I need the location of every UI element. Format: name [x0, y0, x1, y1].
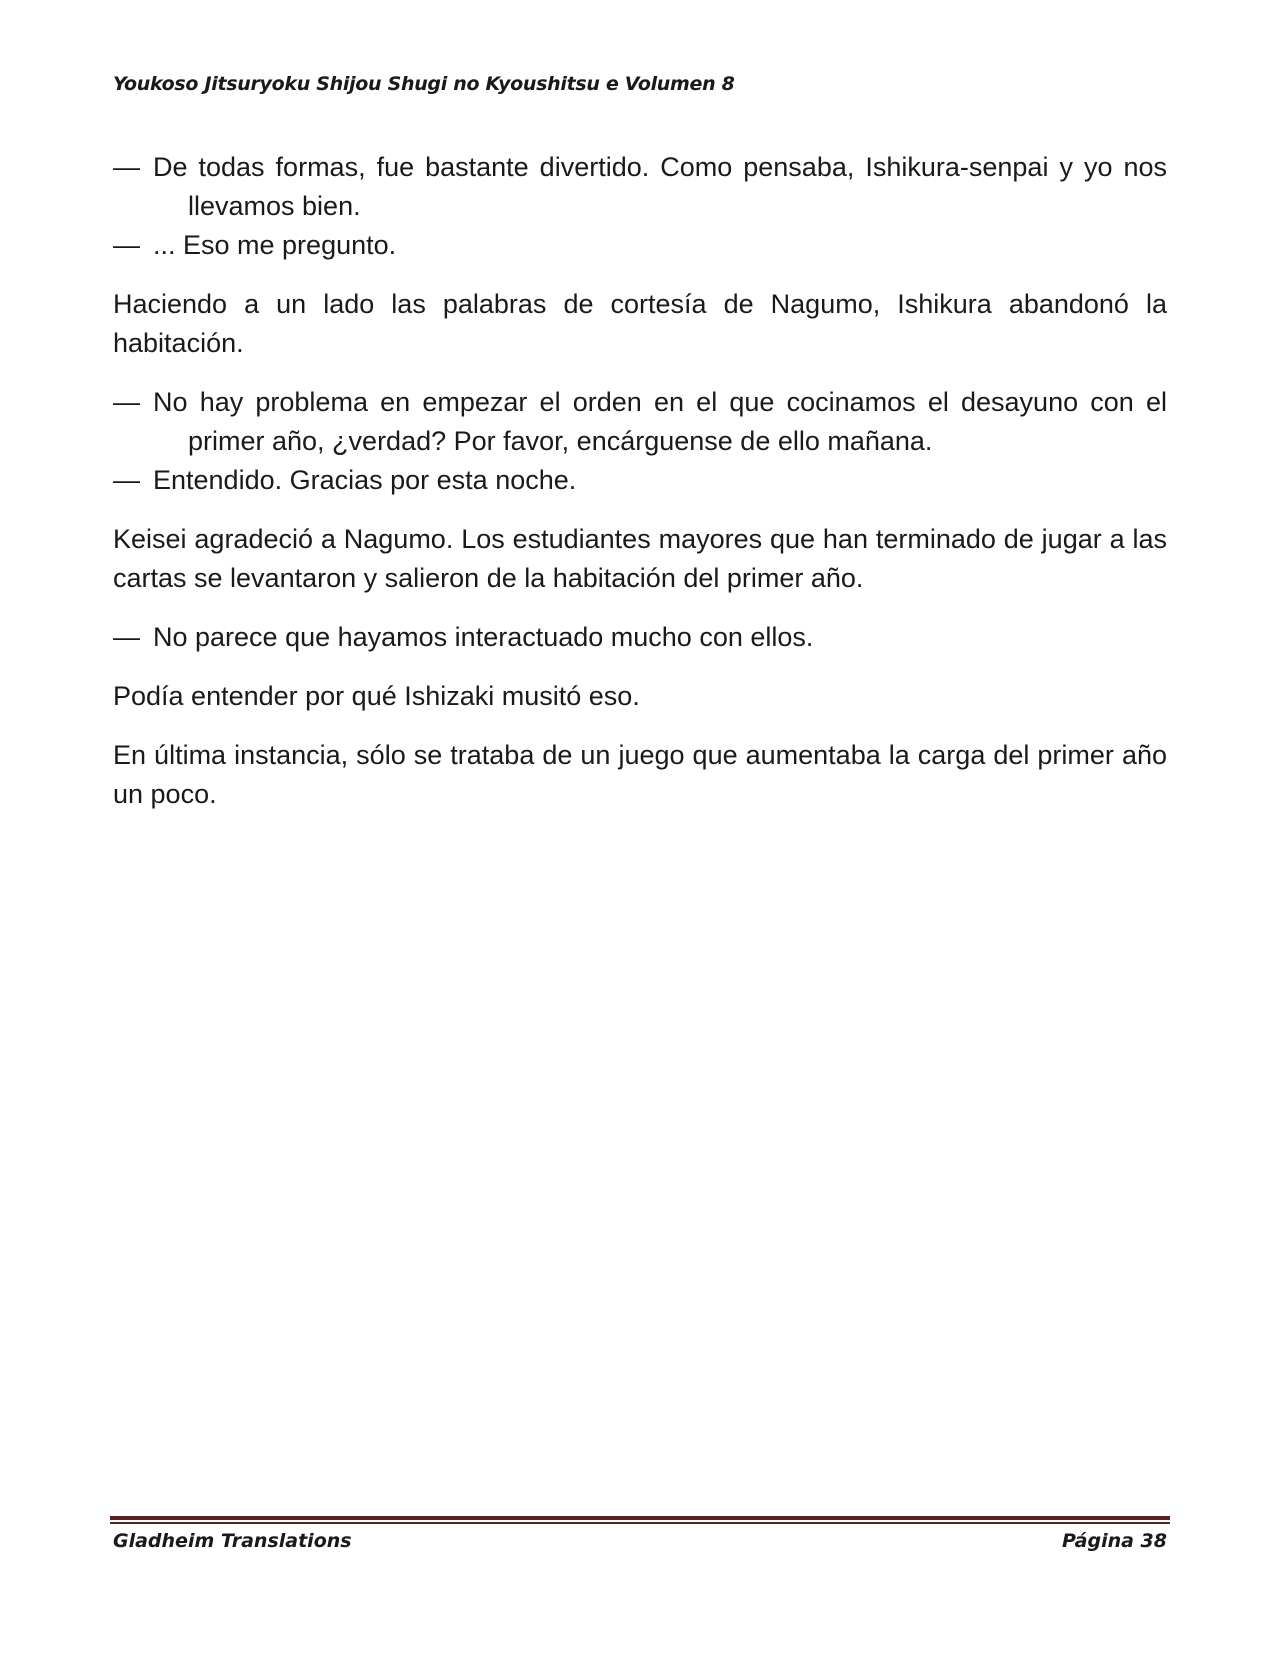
footer-credit: Gladheim Translations — [113, 1530, 352, 1552]
em-dash: — — [113, 230, 140, 260]
dialogue-line — [113, 226, 1167, 265]
footer-rule-thick — [110, 1516, 1170, 1520]
dialogue-text: De todas formas, fue bastante divertido. Como pensaba, Ishikura-senpai y yo nos llevamos bien. — [153, 152, 1167, 221]
page-number: Página 38 — [1061, 1530, 1167, 1552]
dialogue-text: No parece que hayamos interactuado mucho con ellos. — [153, 622, 814, 652]
dialogue-block — [113, 618, 1167, 657]
dialogue-text: ... Eso me pregunto. — [153, 230, 397, 260]
em-dash: — — [113, 387, 140, 417]
narration-paragraph: Podía entender por qué Ishizaki musitó eso. — [113, 681, 640, 711]
footer-divider — [110, 1516, 1170, 1524]
dialogue-text: Entendido. Gracias por esta noche. — [153, 465, 577, 495]
dialogue-line — [113, 618, 1167, 657]
dialogue-text: No hay problema en empezar el orden en el que cocinamos el desayuno con el primer año, ¿verdad? Por favor, encárguense de ello mañana. — [153, 387, 1167, 456]
page-header-title: Youkoso Jitsuryoku Shijou Shugi no Kyoushitsu e Volumen 8 — [113, 73, 735, 95]
narration-paragraph: Haciendo a un lado las palabras de cortesía de Nagumo, Ishikura abandonó la habitación. — [113, 289, 1167, 358]
dialogue-block — [113, 148, 1167, 265]
em-dash: — — [113, 622, 140, 652]
dialogue-line — [113, 461, 1167, 500]
narration-paragraph: Keisei agradeció a Nagumo. Los estudiantes mayores que han terminado de jugar a las cartas se levantaron y salieron de la habitación del primer año. — [113, 524, 1167, 593]
dialogue-line — [113, 383, 1167, 461]
em-dash: — — [113, 152, 140, 182]
dialogue-block — [113, 383, 1167, 500]
narration-paragraph: En última instancia, sólo se trataba de un juego que aumentaba la carga del primer año un poco. — [113, 740, 1167, 809]
em-dash: — — [113, 465, 140, 495]
footer-rule-thin — [110, 1522, 1170, 1524]
dialogue-line — [113, 148, 1167, 226]
page-content — [113, 148, 1167, 834]
